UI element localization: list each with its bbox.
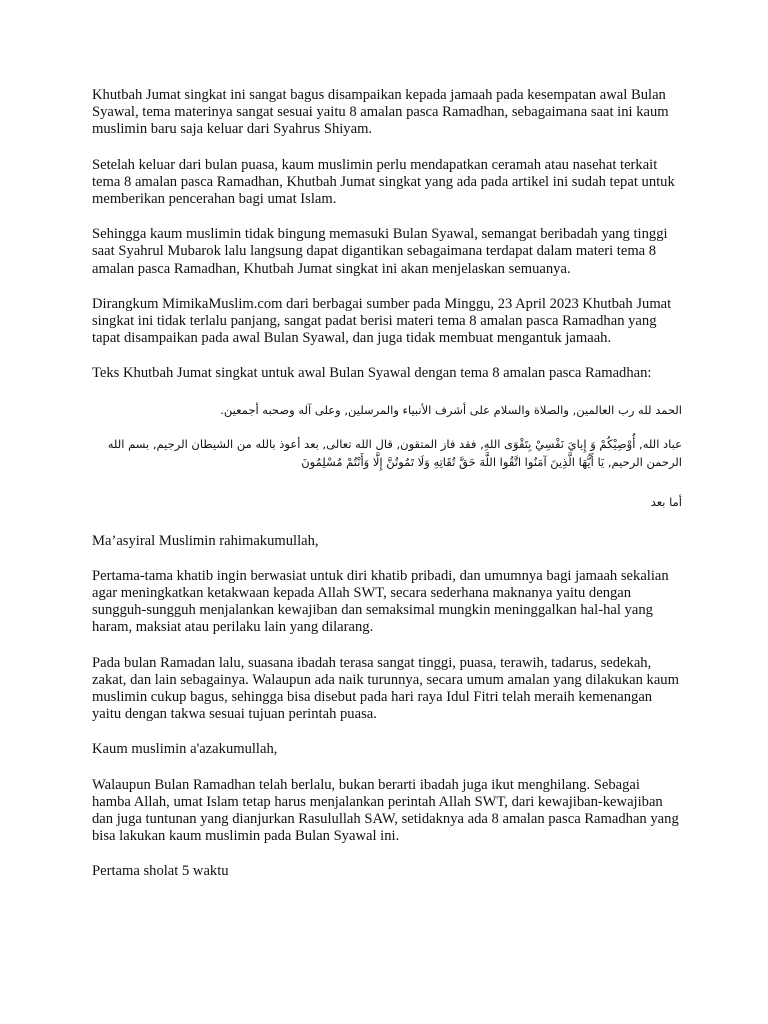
- paragraph-intro: Khutbah Jumat singkat ini sangat bagus disampaikan kepada jamaah pada kesempatan awal Bulan Syawal, tema materinya sangat sesuai yaitu 8 amalan pasca Ramadhan, sebagaimana saat ini kaum muslimin baru saja keluar dari Syahrus Shiyam.: [92, 87, 669, 138]
- paragraph-source: Dirangkum MimikaMuslim.com dari berbagai sumber pada Minggu, 23 April 2023 Khutbah Jumat singkat ini tidak terlalu panjang, sangat padat berisi materi tema 8 amalan pasca Ramadhan yang tapat disampaikan pada awal Bulan Syawal, dan juga tidak membuat mengantuk jamaah.: [92, 295, 672, 347]
- paragraph-ramadan: Pada bulan Ramadan lalu, suasana ibadah terasa sangat tinggi, puasa, terawih, tadarus, sedekah, zakat, dan lain sebagainya. Walaupun ada naik turunnya, secara umum amalan yang dilakukan kaum muslimin cukup bagus, sehingga bisa disebut pada hari raya Idul Fitri telah meraih kemenangan yaitu dengan takwa sesuai tujuan perintah puasa.: [92, 654, 679, 723]
- arabic-amma-baad: أما بعد: [650, 494, 682, 509]
- paragraph-after-ramadan: Walaupun Bulan Ramadhan telah berlalu, bukan berarti ibadah juga ikut menghilang. Sebagai hamba Allah, umat Islam tetap harus menjalankan perintah Allah SWT, dari kewajiban-kewajiban dan juga tuntunan yang dianjurkan Rasulullah SAW, setidaknya ada 8 amalan pasca Ramadhan yang bisa lakukan kaum muslimin pada Bulan Syawal ini.: [92, 776, 679, 845]
- paragraph-first-amalan: Pertama sholat 5 waktu: [92, 863, 229, 880]
- arabic-opening: الحمد لله رب العالمين, والصلاة والسلام على أشرف الأنبياء والمرسلين, وعلى آله وصحبه أجمعين.: [220, 402, 682, 417]
- paragraph-greeting-2: Kaum muslimin a'azakumullah,: [92, 741, 278, 758]
- article-body: [92, 87, 682, 899]
- paragraph-syawal: Sehingga kaum muslimin tidak bingung memasuki Bulan Syawal, semangat beribadah yang tinggi saat Syahrul Mubarok lalu langsung dapat digantikan sebagaimana terdapat dalam materi tema 8 amalan pasca Ramadhan, Khutbah Jumat singkat ini akan menjelaskan semuanya.: [92, 226, 668, 277]
- paragraph-wasiat: Pertama-tama khatib ingin berwasiat untuk diri khatib pribadi, dan umumnya bagi jamaah sekalian agar meningkatkan ketakwaan kepada Allah SWT, secara sederhana maknanya yaitu dengan sungguh-sungguh menjalankan kewajiban dan semaksimal mungkin meninggalkan hal-hal yang haram, maksiat atau perilaku lain yang dilarang.: [92, 567, 669, 636]
- paragraph-after-fasting: Setelah keluar dari bulan puasa, kaum muslimin perlu mendapatkan ceramah atau nasehat terkait tema 8 amalan pasca Ramadhan, Khutbah Jumat singkat yang ada pada artikel ini sudah tepat untuk memberikan pencerahan bagi umat Islam.: [92, 156, 675, 208]
- arabic-wasiat: عباد الله, أُوْصِيْكُمْ وَ إِيايَ نَفْسِيْ بِتَقْوَى اللهِ, فقد فاز المتقون, قال الله تعالى, بعد أعوذ بالله من الشيطان الرجيم, بسم الله الرحمن الرحيم, يَا أَيُّهَا الَّذِينَ آمَنُوا اتَّقُوا اللَّهَ حَقَّ تُقَاتِهِ وَلَا تَمُوتُنَّ إِلَّا وَأَنْتُمْ مُسْلِمُونَ: [107, 436, 682, 469]
- paragraph-khutbah-heading: Teks Khutbah Jumat singkat untuk awal Bulan Syawal dengan tema 8 amalan pasca Ramadhan:: [92, 365, 652, 382]
- paragraph-greeting: Ma’asyiral Muslimin rahimakumullah,: [92, 532, 319, 549]
